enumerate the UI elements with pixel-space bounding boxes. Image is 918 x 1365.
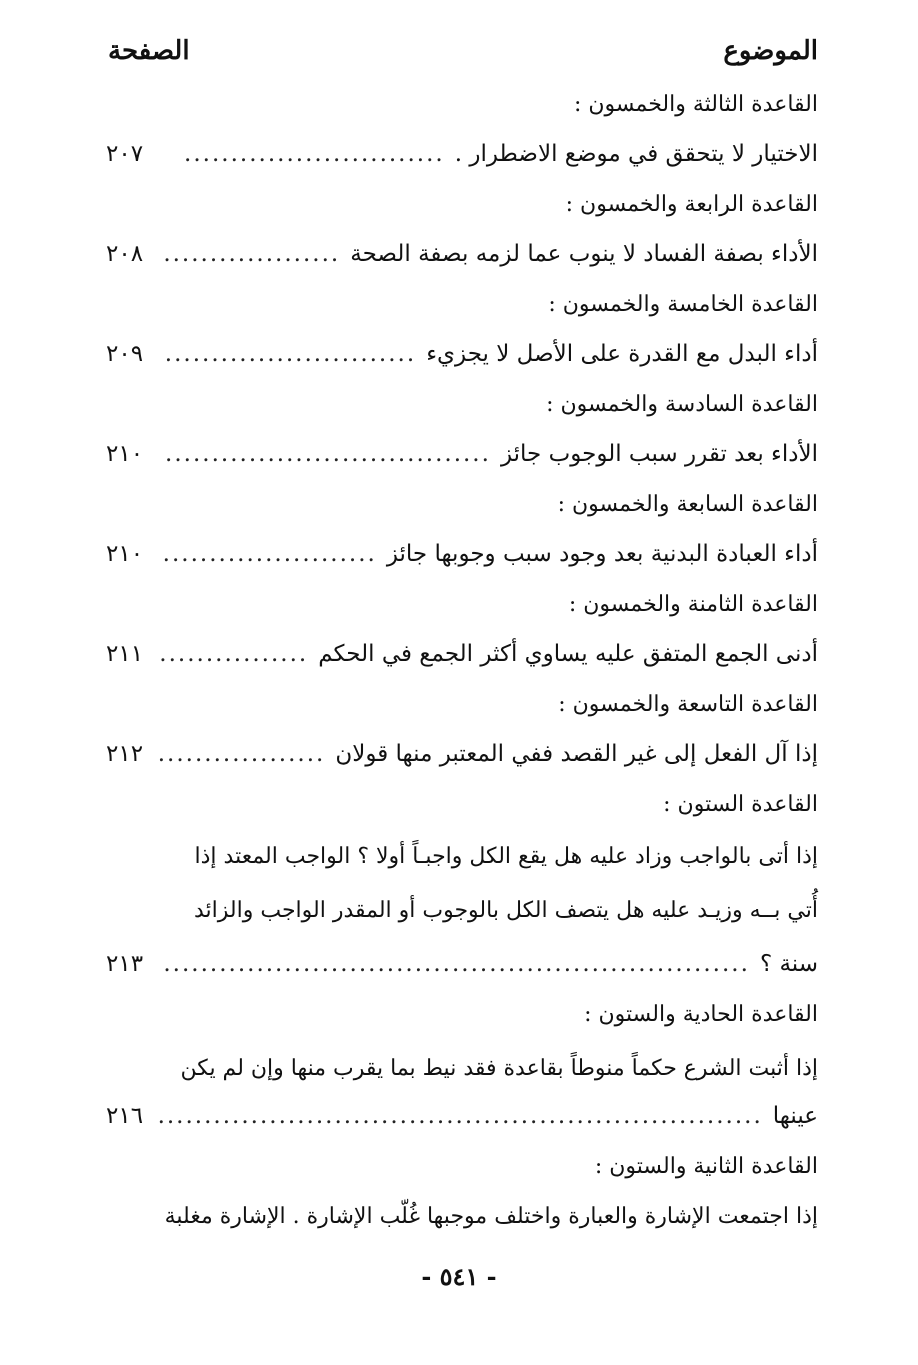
entry-text: أدنى الجمع المتفق عليه يساوي أكثر الجمع في الحكم xyxy=(318,641,818,667)
entry-text: القاعدة الثانية والستون : xyxy=(594,1153,818,1179)
entry-text: سنة ؟ xyxy=(759,951,818,977)
page-number: - ٥٤١ - xyxy=(421,1262,497,1291)
contents-line xyxy=(100,184,818,224)
entry-text: القاعدة السابعة والخمسون : xyxy=(557,491,818,517)
contents-line xyxy=(100,1196,818,1236)
entry-text: القاعدة الستون : xyxy=(663,791,818,817)
entry-text: أداء البدل مع القدرة على الأصل لا يجزيء xyxy=(426,341,818,367)
entry-text: القاعدة الثامنة والخمسون : xyxy=(568,591,818,617)
entry-text: القاعدة الخامسة والخمسون : xyxy=(548,291,818,317)
entry-page-number: ٢١١ xyxy=(106,641,144,667)
entry-page-number: ٢١٦ xyxy=(106,1103,144,1129)
entry-text: إذا أثبت الشرع حكماً منوطاً بقاعدة فقد نيط بما يقرب منها وإن لم يكن xyxy=(180,1055,818,1081)
contents-line xyxy=(100,684,818,724)
contents-line xyxy=(100,84,818,124)
dot-leader: ........................... xyxy=(164,341,417,367)
contents-line xyxy=(100,994,818,1034)
dot-leader: ................................................................. xyxy=(157,1103,763,1129)
entry-page-number: ٢٠٨ xyxy=(106,241,144,267)
contents-line xyxy=(100,1146,818,1186)
contents-entry xyxy=(100,1096,818,1136)
dot-leader: ............................................................... xyxy=(163,951,750,977)
contents-line xyxy=(100,284,818,324)
contents-line xyxy=(100,784,818,824)
entry-text: الأداء بصفة الفساد لا ينوب عما لزمه بصفة الصحة xyxy=(350,241,818,267)
dot-leader: ....................... xyxy=(162,541,377,567)
entry-text: إذا اجتمعت الإشارة والعبارة واختلف موجبها غُلّب الإشارة . الإشارة مغلبة xyxy=(164,1203,818,1229)
entry-text: عينها xyxy=(772,1103,818,1129)
entry-page-number: ٢٠٧ xyxy=(106,141,144,167)
dot-leader: ................... xyxy=(163,241,341,267)
contents-line xyxy=(100,384,818,424)
contents-entry xyxy=(100,234,818,274)
entry-text: إذا أتى بالواجب وزاد عليه هل يقع الكل واجبـاً أولا ؟ الواجب المعتد إذا xyxy=(194,843,818,869)
dot-leader: ................................... xyxy=(165,441,491,467)
contents-entry xyxy=(100,434,818,474)
entry-text: القاعدة الحادية والستون : xyxy=(584,1001,818,1027)
contents-line xyxy=(100,890,818,930)
entry-text: الاختيار لا يتحقق في موضع الاضطرار . xyxy=(454,141,818,167)
dot-leader: ............................ xyxy=(184,141,445,167)
entry-page-number: ٢١٣ xyxy=(106,951,144,977)
entry-text: الأداء بعد تقرر سبب الوجوب جائز xyxy=(500,441,818,467)
contents-line xyxy=(100,584,818,624)
entry-page-number: ٢٠٩ xyxy=(106,341,144,367)
entry-page-number: ٢١٠ xyxy=(106,441,144,467)
contents-entry xyxy=(100,334,818,374)
contents-entry xyxy=(100,734,818,774)
contents-line xyxy=(100,484,818,524)
entry-page-number: ٢١٢ xyxy=(106,741,144,767)
topic-column-header: الموضوع xyxy=(723,36,818,66)
entry-page-number: ٢١٠ xyxy=(106,541,144,567)
contents-entry xyxy=(100,944,818,984)
entry-text: القاعدة السادسة والخمسون : xyxy=(546,391,818,417)
contents-entry xyxy=(100,634,818,674)
dot-leader: ................ xyxy=(159,641,309,667)
contents-line xyxy=(100,1048,818,1088)
entry-text: القاعدة الرابعة والخمسون : xyxy=(565,191,818,217)
page-column-header: الصفحة xyxy=(108,36,190,66)
dot-leader: .................. xyxy=(157,741,326,767)
contents-entry xyxy=(100,534,818,574)
contents-line xyxy=(100,836,818,876)
entry-text: أُتي بــه وزيـد عليه هل يتصف الكل بالوجوب أو المقدر الواجب والزائد xyxy=(193,897,818,923)
entry-text: القاعدة التاسعة والخمسون : xyxy=(558,691,818,717)
entry-text: القاعدة الثالثة والخمسون : xyxy=(573,91,818,117)
entry-text: أداء العبادة البدنية بعد وجود سبب وجوبها جائز xyxy=(386,541,818,567)
contents-entry xyxy=(100,134,818,174)
entry-text: إذا آل الفعل إلى غير القصد ففي المعتبر منها قولان xyxy=(335,741,818,767)
